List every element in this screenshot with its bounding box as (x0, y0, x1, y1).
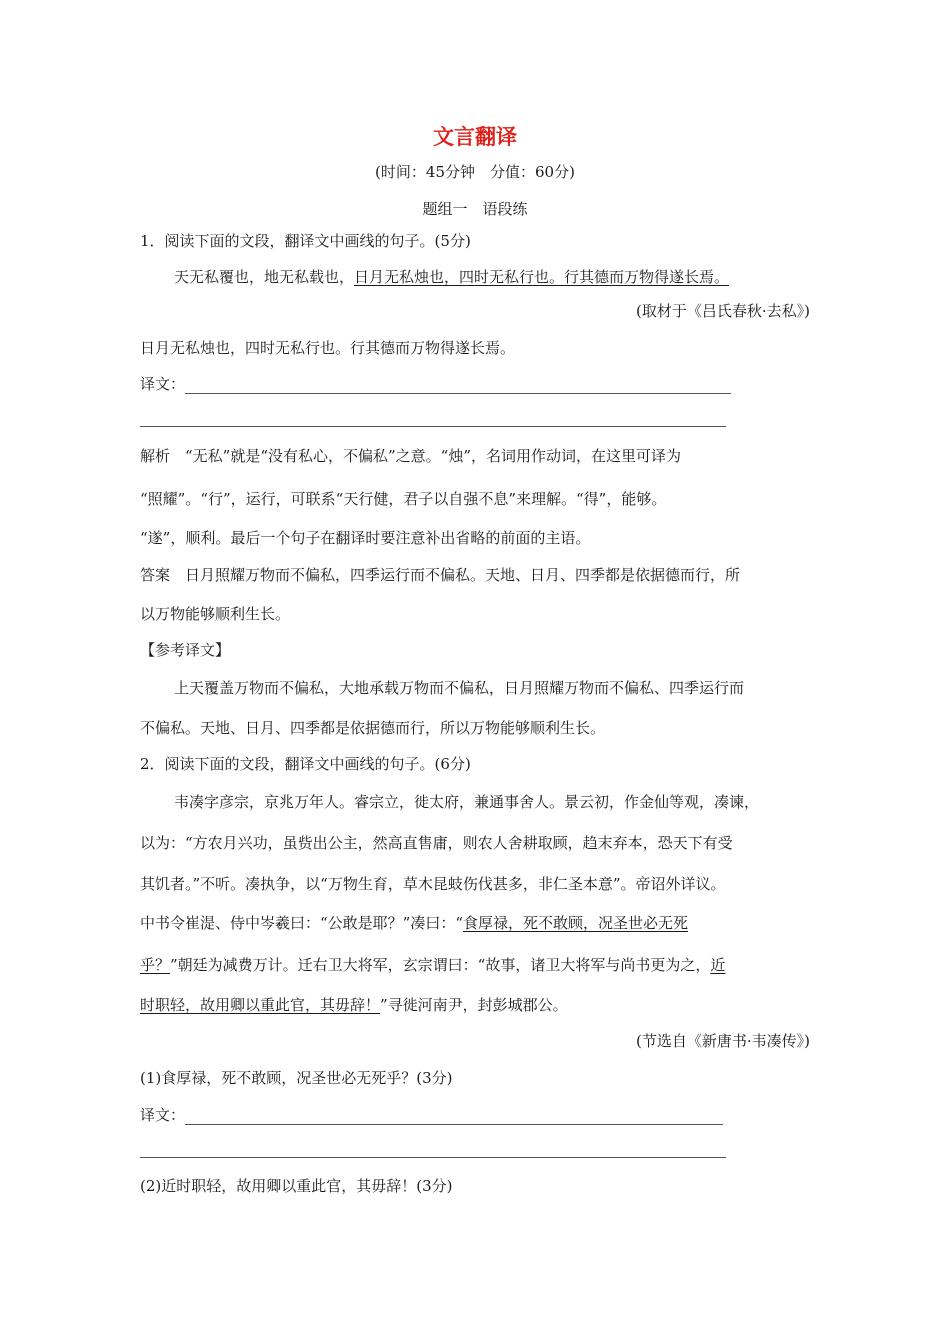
q2-passage-line (140, 913, 688, 933)
q2-passage-line: 韦凑字彦宗，京兆万年人。睿宗立，徙太府，兼通事舍人。景云初，作金仙等观，凑谏， (174, 793, 760, 811)
q2-answer-blank-1[interactable] (185, 1110, 723, 1125)
q2-prompt: 2．阅读下面的文段，翻译文中画线的句子。(6分) (140, 755, 471, 773)
q1-translation-label: 译文： (140, 375, 186, 393)
time-score-line: (时间：45分钟 分值：60分) (375, 163, 575, 181)
q1-passage (174, 267, 729, 287)
q1-passage-plain: 天无私覆也，地无私载也， (174, 268, 355, 286)
q1-sentence: 日月无私烛也，四时无私行也。行其德而万物得遂长焉。 (140, 339, 516, 357)
q2-translation-row (140, 1105, 723, 1125)
q2-passage-line: 其饥者。”不听。凑执争，以“万物生育，草木昆蚑伤伐甚多，非仁圣本意”。帝诏外详议。 (140, 875, 726, 893)
q1-answer-blank-2[interactable] (140, 426, 726, 427)
reference-translation-label: 【参考译文】 (140, 641, 231, 659)
q2-passage-line (140, 955, 725, 975)
q2-text-plain: ”朝廷为减费万计。迁右卫大将军，玄宗谓曰：“故事，诸卫大将军与尚书更为之， (170, 956, 711, 974)
q2-underlined-sentence-1: 食厚禄，死不敢顾，况圣世必无死 (463, 914, 689, 932)
q2-passage-line (140, 995, 568, 1015)
q2-passage-line: 以为：“方农月兴功，虽赀出公主，然高直售庸，则农人舍耕取顾，趋末弃本，恐天下有受 (140, 834, 733, 852)
page-title: 文言翻译 (433, 124, 517, 149)
q1-source: (取材于《吕氏春秋·去私》) (636, 302, 810, 320)
q1-analysis-line: “遂”，顺利。最后一个句子在翻译时要注意补出省略的前面的主语。 (140, 529, 591, 547)
q2-answer-blank-2[interactable] (140, 1157, 726, 1158)
q1-passage-underlined: 日月无私烛也，四时无私行也。行其德而万物得遂长焉。 (354, 268, 730, 286)
reference-translation-line: 不偏私。天地、日月、四季都是依据德而行，所以万物能够顺利生长。 (140, 719, 606, 737)
q1-answer-blank-1[interactable] (185, 379, 731, 394)
q2-sub2: (2)近时职轻，故用卿以重此官，其毋辞！(3分) (140, 1177, 453, 1195)
section-heading: 题组一 语段练 (422, 200, 528, 218)
q1-answer-line: 以万物能够顺利生长。 (140, 605, 291, 623)
q1-answer-line: 答案 日月照耀万物而不偏私，四季运行而不偏私。天地、日月、四季都是依据德而行，所 (140, 566, 741, 584)
q1-prompt: 1．阅读下面的文段，翻译文中画线的句子。(5分) (140, 232, 471, 250)
q2-source: (节选自《新唐书·韦凑传》) (636, 1032, 810, 1050)
q2-sub1: (1)食厚禄，死不敢顾，况圣世必无死乎？(3分) (140, 1069, 453, 1087)
q1-analysis-line: 解析 “无私”就是“没有私心，不偏私”之意。“烛”，名词用作动词，在这里可译为 (140, 447, 682, 465)
q2-underlined-sentence-2-start: 近 (710, 956, 726, 974)
q2-underlined-sentence-2: 时职轻，故用卿以重此官，其毋辞！ (140, 996, 381, 1014)
q1-analysis-line: “照耀”。“行”，运行，可联系“天行健，君子以自强不息”来理解。“得”，能够。 (140, 490, 667, 508)
q1-translation-row (140, 374, 731, 394)
q2-text-plain: 中书令崔湜、侍中岑羲曰：“公敢是耶？”凑曰：“ (140, 914, 464, 932)
q2-text-plain: ”寻徙河南尹，封彭城郡公。 (380, 996, 568, 1014)
q2-underlined-sentence-1-end: 乎？ (140, 956, 171, 974)
q2-translation-label: 译文： (140, 1106, 186, 1124)
reference-translation-line: 上天覆盖万物而不偏私，大地承载万物而不偏私，日月照耀万物而不偏私、四季运行而 (174, 679, 745, 697)
